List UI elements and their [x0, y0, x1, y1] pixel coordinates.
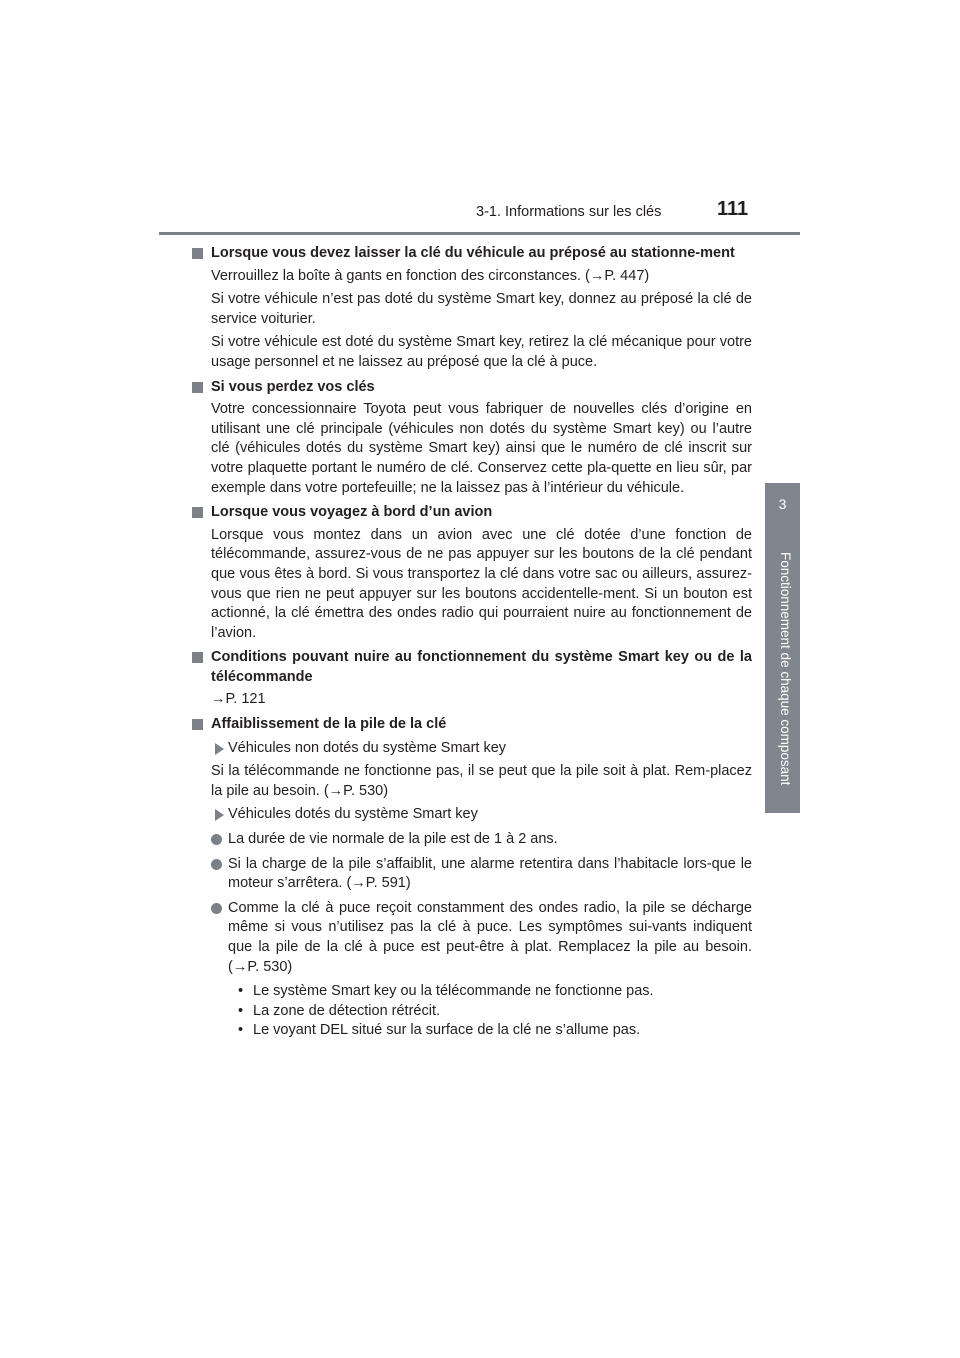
list-item-text: Comme la clé à puce reçoit constamment des ondes radio, la pile se décharge même si vous n’utilisez pas la clé à puce. Les symptômes sui-vants indiquent que la pile de la clé à puce est peut-être à plat. Remplacez la pile au besoin. (→P. 530) — [228, 899, 752, 975]
square-bullet-icon — [192, 382, 203, 393]
symptom-item — [238, 1002, 752, 1022]
triangle-arrow-icon — [215, 809, 224, 821]
subsection-title: Véhicules dotés du système Smart key — [228, 806, 478, 823]
header-rule — [159, 232, 800, 235]
symptom-text: La zone de détection rétrécit. — [253, 1002, 441, 1019]
circle-bullet-icon — [211, 834, 222, 845]
header-section-title: 3-1. Informations sur les clés — [476, 204, 662, 220]
section-valet — [211, 244, 752, 373]
bullet-glyph: • — [238, 983, 244, 1000]
symptom-item — [238, 982, 752, 1002]
square-bullet-icon — [192, 652, 203, 663]
triangle-arrow-icon — [215, 743, 224, 755]
subsection-heading — [211, 739, 752, 759]
section-lost-keys — [211, 378, 752, 499]
square-bullet-icon — [192, 507, 203, 518]
bullet-glyph: • — [238, 1002, 244, 1019]
section-heading — [211, 378, 752, 398]
section-title: Conditions pouvant nuire au fonctionnement du système Smart key ou de la télécommande — [211, 649, 752, 685]
subsection-heading — [211, 805, 752, 825]
list-item — [228, 855, 752, 894]
section-heading — [211, 648, 752, 687]
section-interference — [211, 648, 752, 710]
square-bullet-icon — [192, 248, 203, 259]
circle-bullet-icon — [211, 859, 222, 870]
list-item — [228, 899, 752, 977]
symptom-list — [228, 982, 752, 1041]
paragraph: Si la télécommande ne fonctionne pas, il se peut que la pile soit à plat. Rem-placez la pile au besoin. (→P. 530) — [211, 763, 752, 799]
chapter-title: Fonctionnement de chaque composant — [778, 552, 793, 786]
section-title: Affaiblissement de la pile de la clé — [211, 716, 447, 733]
paragraph: Verrouillez la boîte à gants en fonction des circonstances. (→P. 447) — [211, 267, 650, 284]
section-title: Si vous perdez vos clés — [211, 378, 375, 395]
list-item-text: Si la charge de la pile s’affaiblit, une alarme retentira dans l’habitacle lors-que le moteur s’arrêtera. (→P. 591) — [228, 855, 752, 892]
list-item-text: La durée de vie normale de la pile est de 1 à 2 ans. — [228, 831, 558, 848]
section-battery — [211, 715, 752, 1041]
paragraph: Si votre véhicule est doté du système Smart key, retirez la clé mécanique pour votre usage personnel et ne laissez au préposé que la clé à puce. — [211, 334, 752, 370]
page-reference: →P. 121 — [211, 691, 266, 708]
paragraph: Votre concessionnaire Toyota peut vous fabriquer de nouvelles clés d’origine en utilisant une clé principale (véhicules non dotés du système Smart key) ou l’autre clé (véhicules dotés du système Smart key) ainsi que le numéro de clé inscrit sur votre plaquette portant le numéro de clé. Conservez cette pla-quette en lieu sûr, par exemple dans votre portefeuille; ne la laissez pas à l’intérieur du véhicule. — [211, 401, 752, 496]
bullet-glyph: • — [238, 1022, 244, 1039]
section-heading — [211, 715, 752, 735]
list-item — [228, 830, 752, 850]
section-airplane — [211, 503, 752, 643]
chapter-number: 3 — [778, 496, 787, 512]
page-number: 111 — [717, 198, 749, 220]
paragraph: Si votre véhicule n’est pas doté du système Smart key, donnez au préposé la clé de service voiturier. — [211, 291, 752, 327]
section-heading — [211, 503, 752, 523]
section-title: Lorsque vous voyagez à bord d’un avion — [211, 504, 493, 521]
circle-bullet-icon — [211, 903, 222, 914]
subsection-title: Véhicules non dotés du système Smart key — [228, 739, 507, 756]
symptom-text: Le système Smart key ou la télécommande ne fonctionne pas. — [253, 983, 654, 1000]
section-heading — [211, 244, 752, 264]
paragraph: Lorsque vous montez dans un avion avec une clé dotée d’une fonction de télécommande, assurez-vous de ne pas appuyer sur les boutons de la clé pendant que vous êtes à bord. Si vous transportez la clé dans votre sac ou ailleurs, assurez-vous que rien ne peut appuyer sur les boutons accidentelle-ment. Si un bouton est actionné, la clé émettra des ondes radio qui pourraient nuire au fonctionnement de l’avion. — [211, 526, 752, 641]
section-title: Lorsque vous devez laisser la clé du véhicule au préposé au stationne-ment — [211, 245, 735, 261]
square-bullet-icon — [192, 719, 203, 730]
symptom-item — [238, 1021, 752, 1041]
symptom-text: Le voyant DEL situé sur la surface de la clé ne s’allume pas. — [253, 1022, 641, 1039]
page-content — [211, 244, 752, 1046]
